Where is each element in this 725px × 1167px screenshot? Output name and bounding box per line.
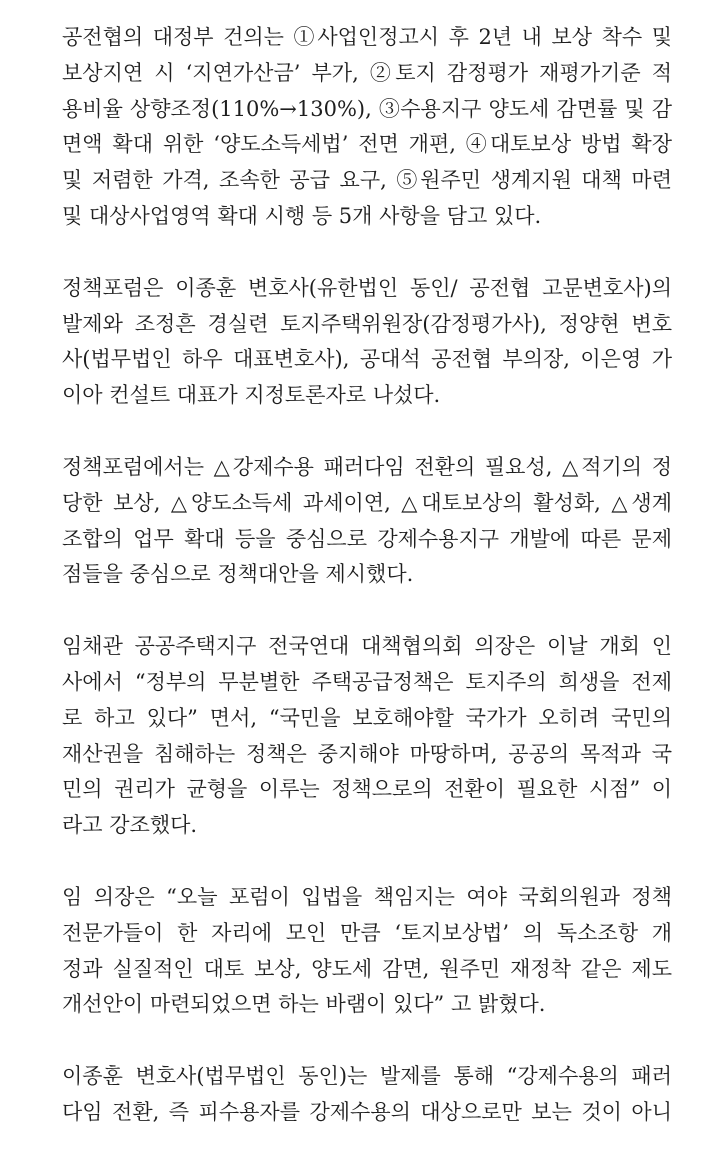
text-line: 점들을 중심으로 정책대안을 제시했다.	[62, 562, 414, 587]
text-line: 전문가들이 한 자리에 모인 만큼 ‘토지보상법’ 의 독소조항 개	[62, 920, 672, 945]
text-line: 로 하고 있다” 면서, “국민을 보호해야할 국가가 오히려 국민의	[62, 705, 672, 730]
text-line: 발제와 조정흔 경실련 토지주택위원장(감정평가사), 정양현 변호	[62, 311, 672, 336]
text-line: 사에서 “정부의 무분별한 주택공급정책은 토지주의 희생을 전제	[62, 669, 672, 694]
text-line: 재산권을 침해하는 정책은 중지해야 마땅하며, 공공의 목적과 국	[62, 741, 672, 766]
text-line: 임채관 공공주택지구 전국연대 대책협의회 의장은 이날 개회 인	[62, 634, 672, 659]
text-line: 및 저렴한 가격, 조속한 공급 요구, ⑤원주민 생계지원 대책 마련	[62, 168, 672, 193]
text-line: 조합의 업무 확대 등을 중심으로 강제수용지구 개발에 따른 문제	[62, 526, 672, 551]
text-line: 정과 실질적인 대토 보상, 양도세 감면, 원주민 재정착 같은 제도	[62, 956, 672, 981]
paragraph-chair-hope	[62, 880, 672, 1023]
text-line: 민의 권리가 균형을 이루는 정책으로의 전환이 필요한 시점” 이	[62, 777, 672, 802]
text-line: 임 의장은 “오늘 포럼이 입법을 책임지는 여야 국회의원과 정책	[62, 884, 672, 909]
text-line: 당한 보상, △양도소득세 과세이연, △대토보상의 활성화, △생계	[62, 490, 672, 515]
text-line: 및 대상사업영역 확대 시행 등 5개 사항을 담고 있다.	[62, 203, 542, 228]
text-line: 면액 확대 위한 ‘양도소득세법’ 전면 개편, ④대토보상 방법 확장	[62, 132, 672, 157]
paragraph-presentation	[62, 1059, 672, 1131]
text-line: 정책포럼은 이종훈 변호사(유한법인 동인/ 공전협 고문변호사)의	[62, 275, 672, 300]
text-line: 개선안이 마련되었으면 하는 바램이 있다” 고 밝혔다.	[62, 992, 546, 1017]
text-line: 이아 컨설트 대표가 지정토론자로 나섰다.	[62, 383, 441, 408]
text-line: 이종훈 변호사(법무법인 동인)는 발제를 통해 “강제수용의 패러	[62, 1064, 672, 1089]
text-line: 라고 강조했다.	[62, 813, 198, 838]
paragraph-proposals	[62, 20, 672, 235]
text-line: 보상지연 시 ‘지연가산금’ 부가, ②토지 감정평가 재평가기준 적	[62, 60, 672, 85]
paragraph-opening-remarks	[62, 629, 672, 844]
article-body	[62, 20, 672, 1167]
paragraph-forum-topics	[62, 450, 672, 593]
text-line: 정책포럼에서는 △강제수용 패러다임 전환의 필요성, △적기의 정	[62, 454, 672, 479]
text-line: 다임 전환, 즉 피수용자를 강제수용의 대상으로만 보는 것이 아니	[62, 1099, 672, 1124]
paragraph-forum-panel	[62, 271, 672, 414]
text-line: 용비율 상향조정(110%→130%), ③수용지구 양도세 감면률 및 감	[62, 96, 672, 121]
text-line: 사(법무법인 하우 대표변호사), 공대석 공전협 부의장, 이은영 가	[62, 347, 672, 372]
text-line: 공전협의 대정부 건의는 ①사업인정고시 후 2년 내 보상 착수 및	[62, 25, 672, 49]
